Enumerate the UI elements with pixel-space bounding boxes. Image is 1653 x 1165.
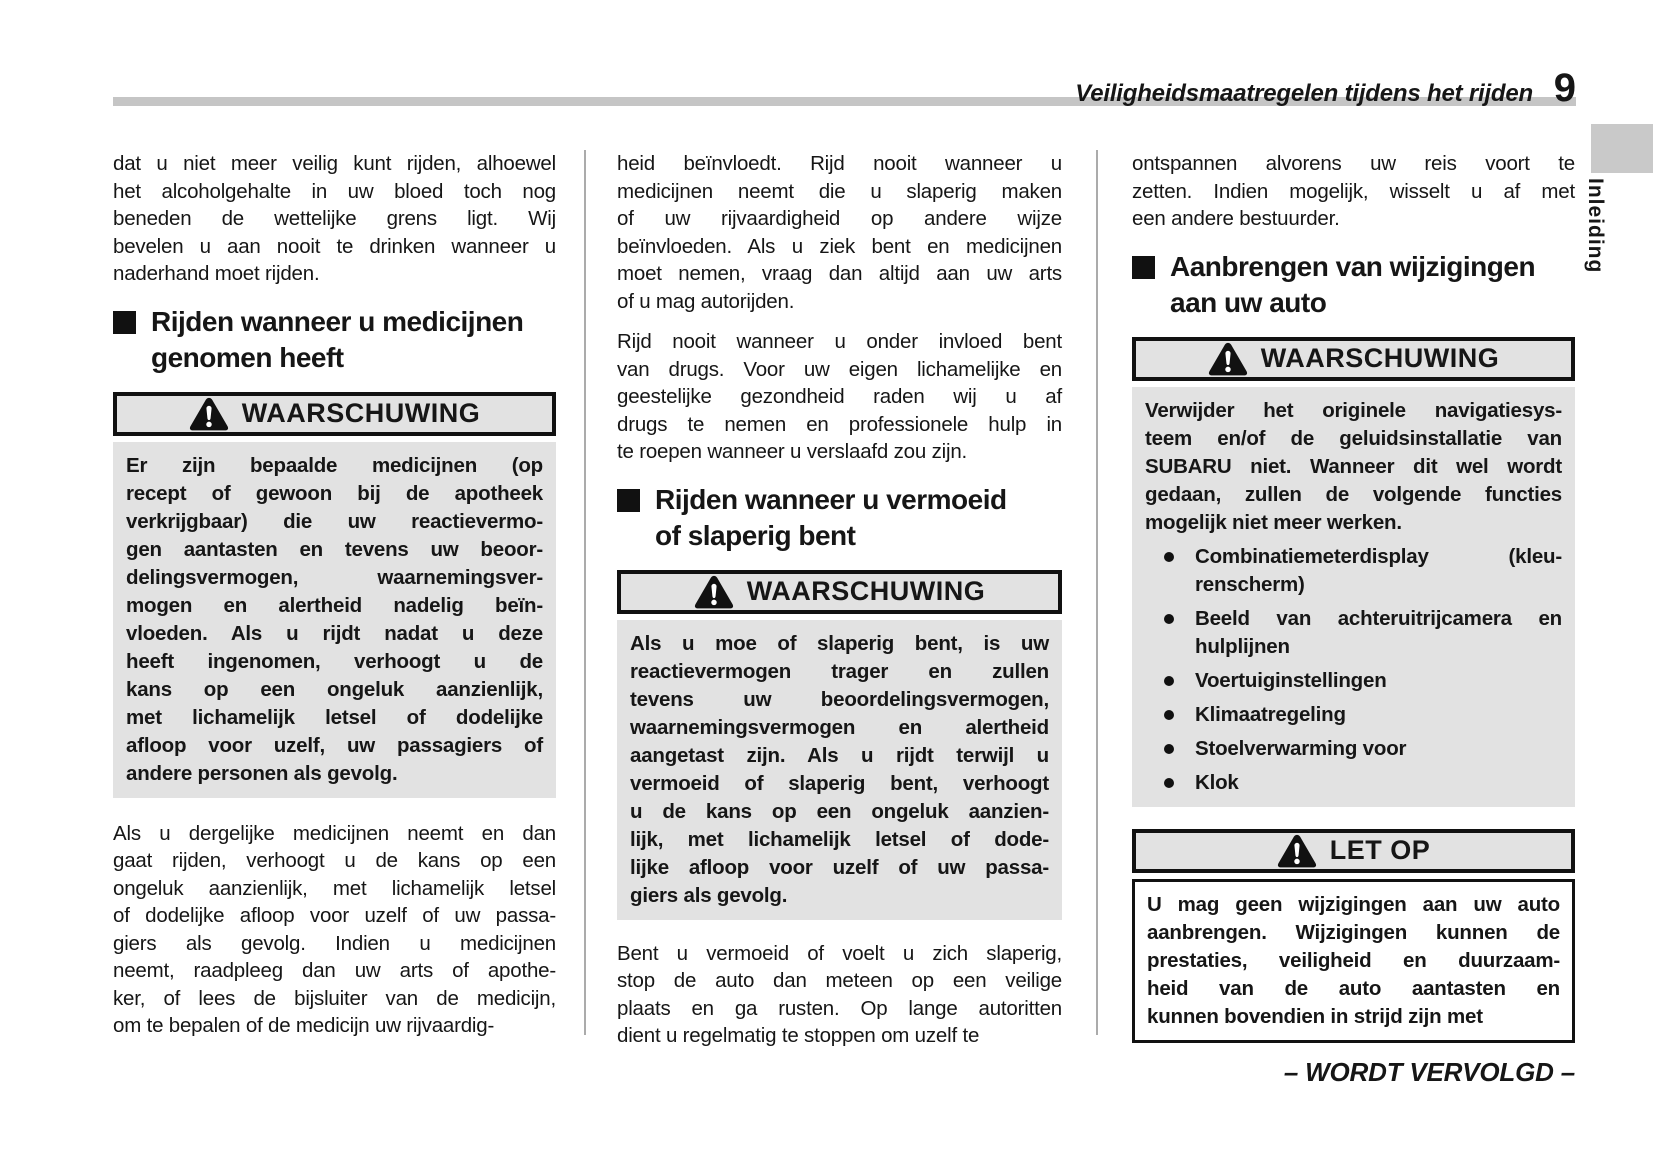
- list-item: [1145, 735, 1562, 763]
- caution-box-header: [1132, 829, 1575, 873]
- warning-box-body: Als u moe of slaperig bent, is uw reactievermogen trager en zullen tevens uw beoordelingsvermogen, waarnemingsvermogen en alertheid aangetast zijn. Als u rijdt terwijl u vermoeid of slaperig bent, verhoogt u de kans op een ongeluk aanzien- lijk, met lichamelijk letsel of dode- lijke afloop voor uzelf of uw passa- giers als gevolg.: [617, 620, 1062, 920]
- warning-triangle-icon: [1277, 833, 1317, 868]
- paragraph: Als u dergelijke medicijnen neemt en dan gaat rijden, verhoogt u de kans op een ongeluk aanzienlijk, met lichamelijk letsel of dodelijke afloop voor uzelf of uw passa- giers als gevolg. Indien u medicijnen neemt, raadpleeg dan uw arts of apothe- ker, of lees de bijsluiter van de medicijn, om te bepalen of de medicijn uw rijvaardig-: [113, 821, 556, 1037]
- column-1: [113, 150, 556, 1040]
- chapter-tab: [1591, 124, 1653, 173]
- column-divider: [1096, 150, 1098, 1035]
- caution-box-body: U mag geen wijzigingen aan uw auto aanbrengen. Wijzigingen kunnen de prestaties, veiligheid en duurzaam- heid van de auto aantasten en kunnen bovendien in strijd zijn met: [1132, 879, 1575, 1043]
- section-heading-vermoeid: [617, 482, 1062, 554]
- column-3: [1132, 150, 1575, 1088]
- bullet-icon: [1164, 778, 1174, 788]
- bullet-icon: [1164, 552, 1174, 562]
- paragraph: Bent u vermoeid of voelt u zich slaperig, stop de auto dan meteen op een veilige plaats en ga rusten. Op lange autoritten dient u regelmatig te stoppen om uzelf te: [617, 941, 1062, 1047]
- paragraph: Rijd nooit wanneer u onder invloed bent van drugs. Voor uw eigen lichamelijke en geestelijke gezondheid raden wij u af drugs te nemen en professionele hulp in te roepen wanneer u verslaafd zou zijn.: [617, 330, 1062, 463]
- list-item: [1145, 605, 1562, 661]
- section-heading-text: Aanbrengen van wijzigingen aan uw auto: [1170, 250, 1536, 318]
- warning-triangle-icon: [1208, 341, 1248, 376]
- section-square-icon: [1132, 256, 1155, 279]
- warning-intro-text: Verwijder het originele navigatiesys- teem en/of de geluidsinstallatie van SUBARU niet. Wanneer dit wel wordt gedaan, zullen de volgende functies mogelijk niet meer werken.: [1145, 398, 1562, 534]
- section-heading-medicijnen: [113, 304, 556, 376]
- warning-box-header: [617, 570, 1062, 614]
- warning-bullet-list: [1145, 543, 1562, 797]
- warning-triangle-icon: [694, 574, 734, 609]
- bullet-icon: [1164, 614, 1174, 624]
- chapter-tab-label: Inleiding: [1584, 178, 1607, 274]
- warning-box-title: WAARSCHUWING: [241, 398, 481, 428]
- list-item-text: Combinatiemeterdisplay (kleu- renscherm): [1195, 544, 1562, 596]
- warning-box-title: WAARSCHUWING: [1260, 343, 1500, 373]
- section-heading-wijzigingen: [1132, 249, 1575, 321]
- continued-footer: – WORDT VERVOLGD –: [1283, 1056, 1575, 1087]
- column-divider: [584, 150, 586, 1035]
- warning-box-title: WAARSCHUWING: [746, 576, 986, 606]
- section-heading-text: Rijden wanneer u vermoeid of slaperig bent: [655, 483, 1007, 551]
- list-item: [1145, 701, 1562, 729]
- warning-triangle-icon: [189, 396, 229, 431]
- warning-box-body: [1132, 387, 1575, 807]
- list-item-text: Stoelverwarming voor: [1195, 736, 1407, 760]
- list-item-text: Klimaatregeling: [1195, 702, 1346, 726]
- list-item: [1145, 667, 1562, 695]
- bullet-icon: [1164, 710, 1174, 720]
- list-item-text: Beeld van achteruitrijcamera en hulplijnen: [1195, 606, 1562, 658]
- list-item: [1145, 769, 1562, 797]
- list-item-text: Klok: [1195, 770, 1239, 794]
- page-header-title: Veiligheidsmaatregelen tijdens het rijden: [1075, 80, 1533, 107]
- section-heading-text: Rijden wanneer u medicijnen genomen heeft: [151, 305, 524, 373]
- warning-box-body: Er zijn bepaalde medicijnen (op recept of gewoon bij de apotheek verkrijgbaar) die uw reactievermo- gen aantasten en tevens uw beoor- delingsvermogen, waarnemingsver- mogen en alertheid nadelig beïn- vloeden. Als u rijdt nadat u deze heeft ingenomen, verhoogt u de kans op een ongeluk aanzienlijk, met lichamelijk letsel of dodelijke afloop voor uzelf, uw passagiers of andere personen als gevolg.: [113, 442, 556, 798]
- bullet-icon: [1164, 744, 1174, 754]
- bullet-icon: [1164, 676, 1174, 686]
- warning-box-header: [113, 392, 556, 436]
- caution-box-title: LET OP: [1329, 835, 1431, 865]
- section-square-icon: [113, 311, 136, 334]
- list-item-text: Voertuiginstellingen: [1195, 668, 1387, 692]
- paragraph: dat u niet meer veilig kunt rijden, alhoewel het alcoholgehalte in uw bloed toch nog beneden de wettelijke grens ligt. Wij bevelen u aan nooit te drinken wanneer u naderhand moet rijden.: [113, 152, 556, 285]
- section-square-icon: [617, 489, 640, 512]
- paragraph: ontspannen alvorens uw reis voort te zetten. Indien mogelijk, wisselt u af met een andere bestuurder.: [1132, 152, 1575, 230]
- paragraph: heid beïnvloedt. Rijd nooit wanneer u medicijnen neemt die u slaperig maken of uw rijvaardigheid op andere wijze beïnvloeden. Als u ziek bent en medicijnen moet nemen, vraag dan altijd aan uw arts of u mag autorijden.: [617, 152, 1062, 313]
- page-number: 9: [1553, 66, 1576, 110]
- list-item: [1145, 543, 1562, 599]
- warning-box-header: [1132, 337, 1575, 381]
- column-2: [617, 150, 1062, 1050]
